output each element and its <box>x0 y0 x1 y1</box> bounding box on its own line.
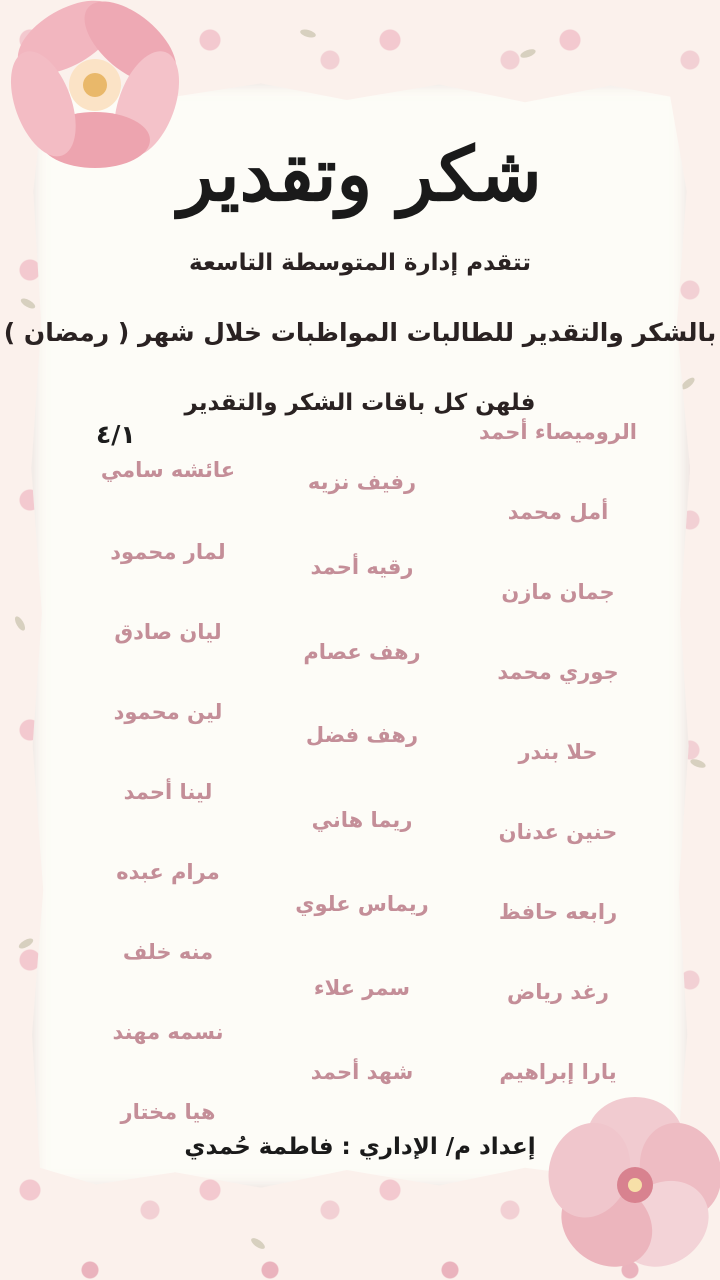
student-name: رابعه حافظ <box>498 900 618 924</box>
student-name: مرام عبده <box>116 860 220 884</box>
student-name: هيا مختار <box>120 1100 216 1124</box>
student-name: يارا إبراهيم <box>499 1060 617 1084</box>
page-title: شكر وتقدير <box>178 132 542 218</box>
student-name: أمل محمد <box>507 500 609 524</box>
student-name: عائشه سامي <box>100 458 236 482</box>
student-name: حلا بندر <box>518 740 598 764</box>
student-name: الروميصاء أحمد <box>479 420 637 444</box>
student-name: نسمه مهند <box>112 1020 224 1044</box>
student-name: رهف فضل <box>305 723 419 747</box>
student-name: رقيه أحمد <box>310 555 414 579</box>
student-name: منه خلف <box>122 940 214 964</box>
student-name: ريماس علوي <box>295 892 429 916</box>
student-name: حنين عدنان <box>498 820 618 844</box>
student-name: جوري محمد <box>497 660 619 684</box>
student-name: شهد أحمد <box>310 1060 414 1084</box>
student-name: ليان صادق <box>114 620 222 644</box>
prepared-by: إعداد م/ الإداري : فاطمة حُمدي <box>184 1134 536 1160</box>
student-name: رهف عصام <box>303 640 421 664</box>
student-name: سمر علاء <box>313 976 411 1000</box>
class-label: ٤/١ <box>96 420 136 449</box>
school-line: تتقدم إدارة المتوسطة التاسعة <box>189 250 531 276</box>
hibiscus-flower-icon <box>540 1085 720 1280</box>
student-name: لمار محمود <box>110 540 226 564</box>
thanks-line: بالشكر والتقدير للطالبات المواظبات خلال شهر ( رمضان ) <box>3 318 717 347</box>
student-name: رفيف نزيه <box>307 470 417 494</box>
student-name: لينا أحمد <box>123 780 213 804</box>
student-name: لين محمود <box>113 700 223 724</box>
student-name: جمان مازن <box>501 580 615 604</box>
student-name: رغد رياض <box>507 980 609 1004</box>
student-name: ريما هاني <box>311 808 413 832</box>
bouquet-line: فلهن كل باقات الشكر والتقدير <box>184 390 536 416</box>
